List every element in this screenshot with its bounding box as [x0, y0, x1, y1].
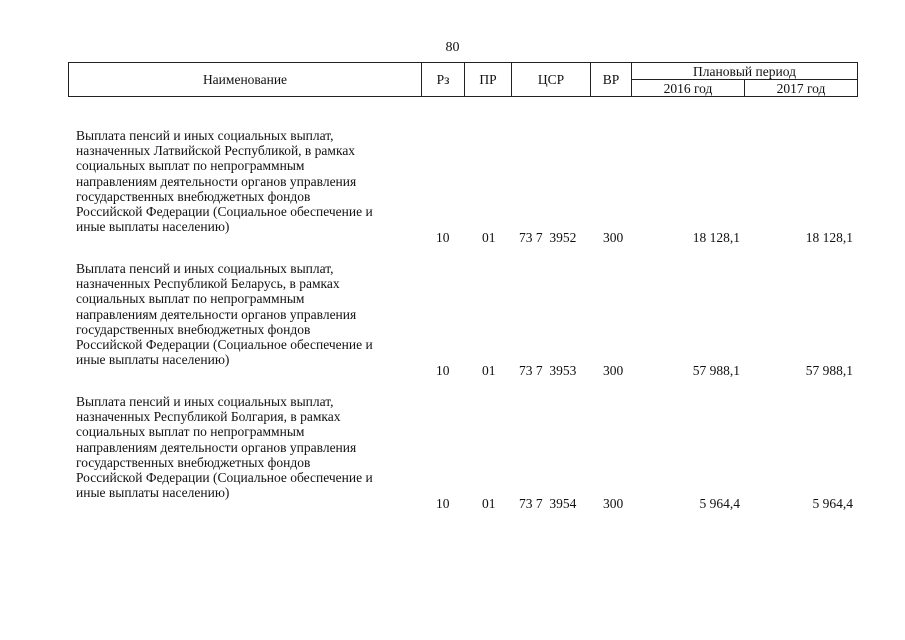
- row-csr: 73 7 3953: [519, 363, 577, 378]
- row-rz: 10: [436, 363, 450, 378]
- row-vr: 300: [603, 496, 624, 511]
- row-2016-value: 57 988,1: [692, 363, 740, 378]
- header-csr: ЦСР: [512, 63, 591, 97]
- header-planned-period: Плановый период: [632, 63, 858, 80]
- row-pr: 01: [482, 230, 496, 245]
- row-rz: 10: [436, 230, 450, 245]
- header-pr: ПР: [465, 63, 512, 97]
- row-2017-value: 5 964,4: [812, 496, 853, 511]
- row-vr: 300: [603, 230, 624, 245]
- row-2017-value: 18 128,1: [805, 230, 853, 245]
- header-name: Наименование: [69, 63, 422, 97]
- page-number: 80: [445, 40, 460, 55]
- row-csr: 73 7 3954: [519, 496, 577, 511]
- row-2017-value: 57 988,1: [805, 363, 853, 378]
- row-pr: 01: [482, 363, 496, 378]
- row-name: Выплата пенсий и иных социальных выплат, назначенных Республикой Беларусь, в рамках социальных выплат по непрограммным направлениям деятельности органов управления государственных внебюджетных фондов Российской Федерации (Социальное обеспечение и иные выплаты населению): [76, 261, 373, 368]
- row-name: Выплата пенсий и иных социальных выплат, назначенных Республикой Болгария, в рамках социальных выплат по непрограммным направлениям деятельности органов управления государственных внебюджетных фондов Российской Федерации (Социальное обеспечение и иные выплаты населению): [76, 394, 373, 501]
- row-vr: 300: [603, 363, 624, 378]
- table-header: [68, 62, 858, 97]
- header-year-2016: 2016 год: [632, 80, 745, 97]
- row-rz: 10: [436, 496, 450, 511]
- header-vr: ВР: [591, 63, 632, 97]
- row-name: Выплата пенсий и иных социальных выплат, назначенных Латвийской Республикой, в рамках социальных выплат по непрограммным направлениям деятельности органов управления государственных внебюджетных фондов Российской Федерации (Социальное обеспечение и иные выплаты населению): [76, 128, 373, 235]
- row-csr: 73 7 3952: [519, 230, 577, 245]
- row-2016-value: 18 128,1: [692, 230, 740, 245]
- header-year-2017: 2017 год: [745, 80, 858, 97]
- header-rz: Рз: [422, 63, 465, 97]
- row-2016-value: 5 964,4: [699, 496, 740, 511]
- row-pr: 01: [482, 496, 496, 511]
